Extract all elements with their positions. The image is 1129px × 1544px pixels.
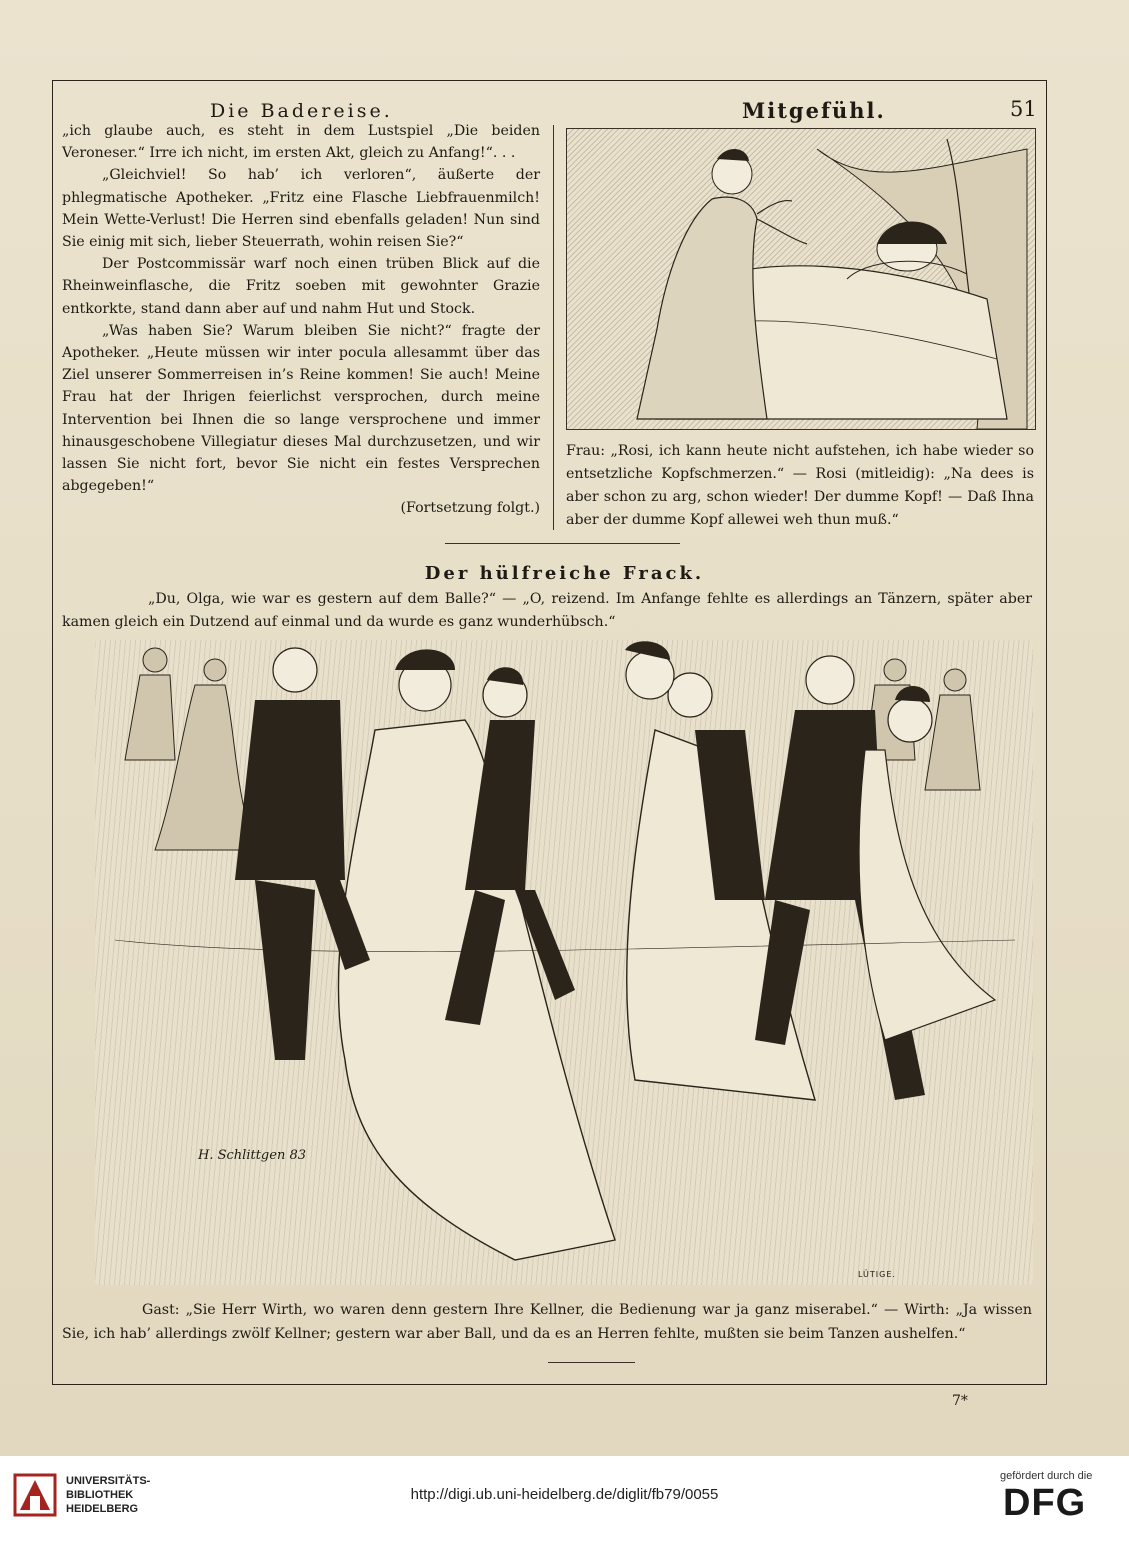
story-paragraph: Der Postcommissär warf noch einen trüben Blick auf die Rheinweinflasche, die Fritz soeben mit gewohnter Grazie entkorkte, stand dann aber auf und nahm Hut und Stock. <box>62 256 540 317</box>
page-number: 51 <box>1010 97 1037 121</box>
story-paragraph: „Was haben Sie? Warum bleiben Sie nicht?“ fragte der Apotheker. „Heute müssen wir inter pocula allesammt über das Ziel unserer Sommerreisen in’s Reine kommen! Sie auch! Meine Frau hat der Ihrigen feierlichst versprochen, durch meine Intervention bei Ihnen die so lange versprochene und immer hinausgeschobene Villegiatur dieses Mal durchzusetzen, und wir lassen Sie nicht fort, bevor Sie nicht ein festes Versprechen abgegeben!“ <box>62 322 540 495</box>
ballroom-caption <box>62 1298 1032 1346</box>
story-column <box>62 120 540 520</box>
dfg-logo-icon[interactable]: DFG <box>1003 1482 1087 1524</box>
sickbed-drawing <box>567 129 1035 429</box>
ballroom-drawing <box>95 640 1033 1285</box>
end-divider <box>548 1362 635 1363</box>
library-name-line: UNIVERSITÄTS- <box>66 1475 151 1487</box>
funding-label: gefördert durch die <box>1000 1470 1093 1482</box>
library-name-line: HEIDELBERG <box>66 1503 139 1515</box>
sheet-signature: 7* <box>952 1393 968 1409</box>
story-continued-line <box>62 497 540 519</box>
story-paragraph: „Gleichviel! So hab’ ich verloren“, äußerte der phlegmatische Apotheker. „Fritz eine Flasche Liebfrauenmilch! Mein Wette-Verlust! Die Herren sind ebenfalls geladen! Nun sind Sie einig mit sich, lieber Steuerrath, wohin reisen Sie?“ <box>62 167 540 251</box>
running-head-left: Die Badereise. <box>210 100 393 122</box>
continued-note: (Fortsetzung folgt.) <box>400 500 540 517</box>
library-name-line: BIBLIOTHEK <box>66 1489 134 1501</box>
ballroom-dialogue: Gast: „Sie Herr Wirth, wo waren denn gestern Ihre Kellner, die Bedienung war ja ganz miserabel.“ — Wirth: „Ja wissen Sie, ich hab’ allerdings zwölf Kellner; gestern war aber Ball, und da es an Herren fehlte, mußten sie beim Tanzen aushelfen.“ <box>62 1302 1032 1342</box>
ballroom-illustration <box>95 640 1033 1285</box>
section-title: Der hülfreiche Frack. <box>424 563 705 584</box>
mitgefuehl-dialogue: Frau: „Rosi, ich kann heute nicht aufstehen, ich habe wieder so entsetzliche Kopfschmerzen.“ — Rosi (mitleidig): „Na dees is aber schon zu arg, schon wieder! Der dumme Kopf! — Daß Ihna aber der dumme Kopf allewei weh thun muß.“ <box>566 443 1034 528</box>
artist-signature: H. Schlittgen 83 <box>198 1148 306 1163</box>
section-intro-dialogue: „Du, Olga, wie war es gestern auf dem Balle?“ — „O, reizend. Im Anfange fehlte es allerdings an Tänzern, später aber kamen gleich ein Dutzend auf einmal und da wurde es ganz wunderhübsch.“ <box>62 591 1032 630</box>
sickbed-illustration <box>566 128 1036 430</box>
column-rule <box>553 125 554 530</box>
mitgefuehl-caption <box>566 440 1034 532</box>
section-intro <box>62 588 1032 634</box>
viewer-footer <box>0 1455 1129 1544</box>
story-paragraph: „ich glaube auch, es steht in dem Lustspiel „Die beiden Veroneser.“ Irre ich nicht, im ersten Akt, gleich zu Anfang!“. . . <box>62 123 540 162</box>
section-divider <box>445 543 680 544</box>
permalink-url[interactable]: http://digi.ub.uni-heidelberg.de/diglit/fb79/0055 <box>410 1486 719 1503</box>
running-head-right: Mitgefühl. <box>742 98 886 123</box>
engraver-signature: LÜTIGE. <box>858 1270 896 1279</box>
